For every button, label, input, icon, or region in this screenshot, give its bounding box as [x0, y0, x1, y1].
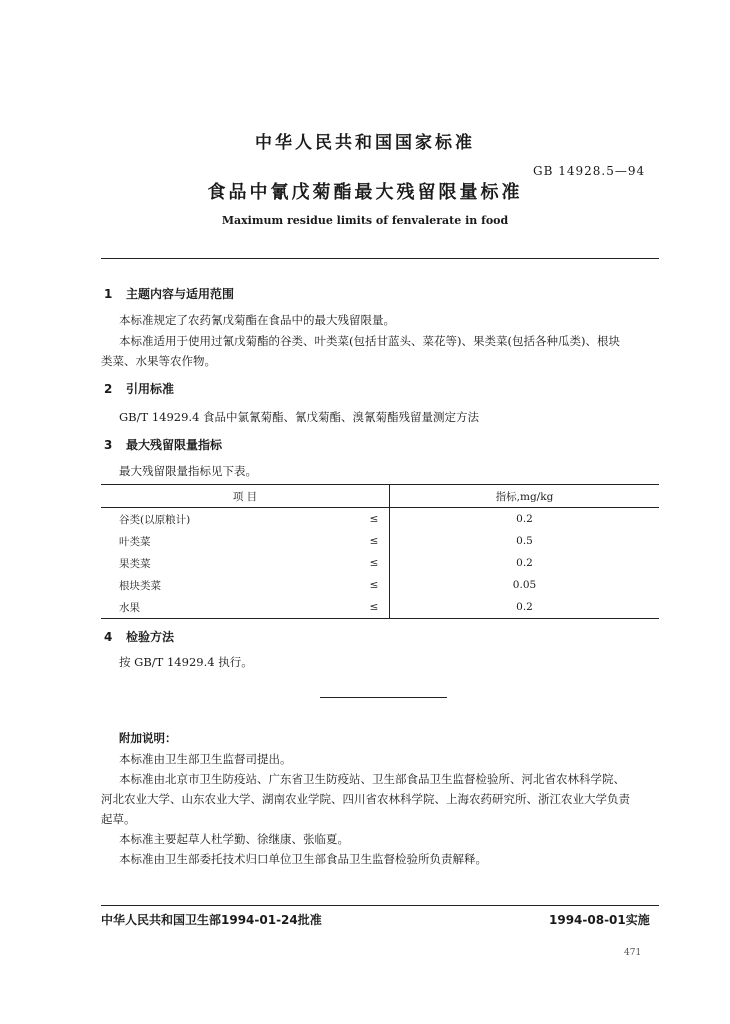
table-header-item: 项 目 [101, 485, 390, 508]
section-number: 2 [104, 382, 113, 396]
section-4-heading [104, 628, 174, 645]
notes-line-4: 本标准由卫生部委托技术归口单位卫生部食品卫生监督检验所负责解释。 [119, 852, 487, 866]
section-title: 最大残留限量指标 [126, 438, 223, 452]
document-title: 食品中氰戊菊酯最大残留限量标准 [207, 182, 523, 203]
table-header-value: 指标,mg/kg [390, 485, 660, 508]
section-4-paragraph-1: 按 GB/T 14929.4 执行。 [119, 655, 253, 669]
notes-line-1: 本标准由卫生部卫生监督司提出。 [119, 752, 292, 766]
notes-line-3: 本标准主要起草人杜学勤、徐继康、张临夏。 [119, 832, 349, 846]
table-header-row [101, 485, 659, 508]
table-row [101, 552, 659, 574]
implementation-date: 1994-08-01实施 [549, 913, 650, 927]
national-standard-heading: 中华人民共和国国家标准 [255, 133, 475, 153]
table-row [101, 574, 659, 596]
section-number: 1 [104, 287, 113, 301]
row-item: 水果 [101, 596, 359, 619]
section-1-paragraph-2-line-1: 本标准适用于使用过氰戊菊酯的谷类、叶类菜(包括甘蓝头、菜花等)、果类菜(包括各种瓜类)、根块 [119, 334, 620, 348]
row-symbol: ≤ [359, 596, 390, 619]
header-divider [101, 258, 659, 259]
row-symbol: ≤ [369, 513, 379, 525]
row-item: 根块类菜 [119, 579, 161, 592]
row-item: 叶类菜 [119, 535, 151, 548]
table-row [101, 508, 659, 531]
section-title: 主题内容与适用范围 [126, 287, 235, 301]
footer-divider [101, 905, 659, 906]
standard-number: GB 14928.5—94 [533, 164, 646, 178]
section-1-paragraph-2-line-2: 类菜、水果等农作物。 [101, 354, 216, 368]
section-title: 引用标准 [126, 382, 175, 396]
section-3-paragraph-1: 最大残留限量指标见下表。 [119, 464, 257, 478]
row-item: 果类菜 [119, 557, 151, 570]
table-row [101, 530, 659, 552]
section-1-heading [104, 285, 234, 302]
document-title-english: Maximum residue limits of fenvalerate in food [221, 214, 509, 227]
section-2-heading [104, 380, 174, 397]
section-1-paragraph-1: 本标准规定了农药氰戊菊酯在食品中的最大残留限量。 [119, 313, 395, 327]
notes-title: 附加说明： [119, 731, 177, 745]
row-symbol: ≤ [369, 557, 379, 569]
row-symbol: ≤ [369, 579, 379, 591]
section-number: 4 [104, 630, 113, 644]
section-number: 3 [104, 438, 113, 452]
notes-line-2a: 本标准由北京市卫生防疫站、广东省卫生防疫站、卫生部食品卫生监督检验所、河北省农林科学院、 [119, 772, 625, 786]
table-row [101, 596, 659, 619]
residue-limits-table [101, 484, 659, 619]
row-value: 0.2 [390, 596, 660, 619]
approval-statement: 中华人民共和国卫生部1994-01-24批准 [101, 913, 322, 927]
notes-line-2b: 河北农业大学、山东农业大学、湖南农业学院、四川省农林科学院、上海农药研究所、浙江农业大学负责 [101, 792, 630, 806]
notes-line-2c: 起草。 [101, 812, 136, 826]
section-3-heading [104, 436, 222, 453]
section-title: 检验方法 [126, 630, 175, 644]
row-value: 0.05 [390, 574, 660, 596]
row-value: 0.2 [390, 508, 660, 531]
section-2-paragraph-1: GB/T 14929.4 食品中氯氰菊酯、氰戊菊酯、溴氰菊酯残留量测定方法 [119, 410, 480, 424]
row-symbol: ≤ [369, 535, 379, 547]
end-of-text-rule [320, 697, 447, 698]
row-value: 0.5 [390, 530, 660, 552]
page-number: 471 [624, 948, 642, 958]
row-item: 谷类(以原粮计) [119, 513, 191, 526]
row-value: 0.2 [390, 552, 660, 574]
